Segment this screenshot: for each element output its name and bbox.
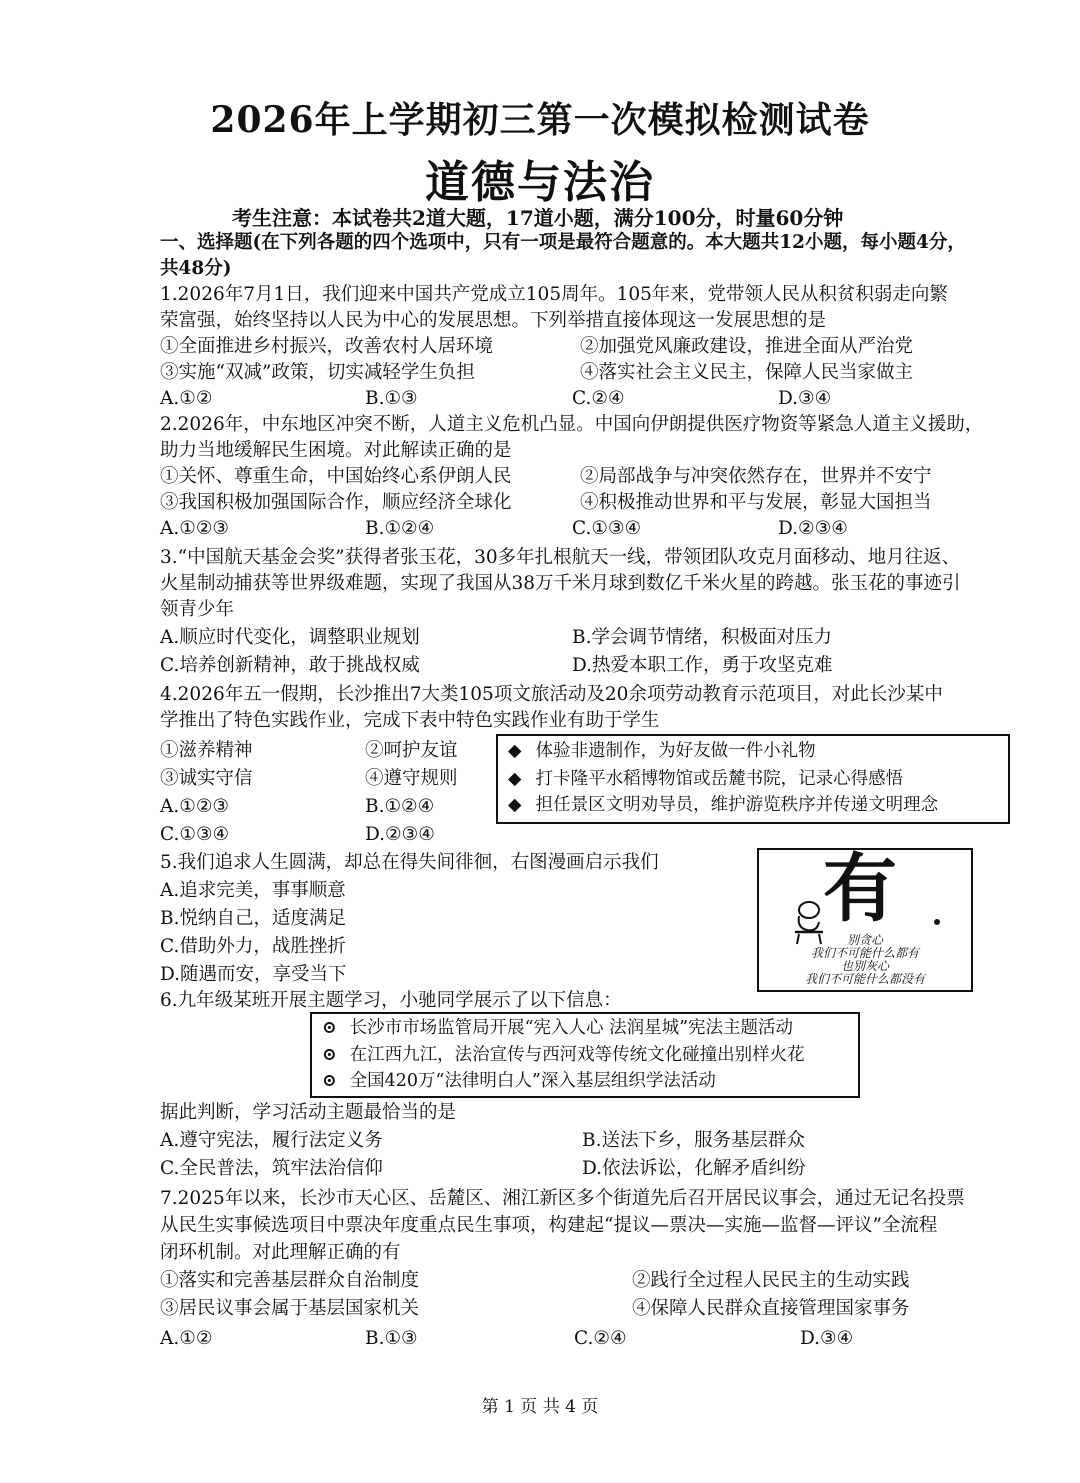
q6-info-text: 长沙市市场监管局开展“宪入人心 法润星城”宪法主题活动 [349,1018,794,1038]
q3-option-c[interactable]: C.培养创新精神，敢于挑战权威 [160,655,420,676]
comic-dot-icon [934,919,940,925]
q1-option-a[interactable]: A.①② [160,388,213,409]
q7-stem: 7.2025年以来，长沙市天心区、岳麓区、湘江新区多个街道先后召开居民议事会，通过无记名投票 [160,1188,965,1209]
q4-practice-table [496,734,1010,824]
q3-stem: 3.“中国航天基金会奖”获得者张玉花，30多年扎根航天一线，带领团队攻克月面移动、地月往返、 [160,547,961,568]
q1-statement-1: ①全面推进乡村振兴，改善农村人居环境 [160,336,494,357]
q4-stem-cont: 学推出了特色实践作业，完成下表中特色实践作业有助于学生 [160,710,660,731]
q4-practice-text: 体验非遗制作，为好友做一件小礼物 [535,741,816,761]
q3-option-a[interactable]: A.顺应时代变化，调整职业规划 [160,627,420,648]
comic-caption-1: 别贪心 [846,933,883,947]
q2-statement-3: ③我国积极加强国际合作，顺应经济全球化 [160,492,512,513]
q7-option-d[interactable]: D.③④ [800,1328,854,1349]
q6-option-a[interactable]: A.遵守宪法，履行法定义务 [160,1130,383,1151]
q4-option-b[interactable]: B.①②④ [365,796,435,817]
q7-option-c[interactable]: C.②④ [574,1328,627,1349]
q6-info-item [322,1015,793,1041]
circled-dot-bullet-icon: ⊙ [322,1045,337,1065]
subject-title: 道德与法治 [425,157,655,208]
q4-statement-2: ②呵护友谊 [365,740,458,761]
q5-option-c[interactable]: C.借助外力，战胜挫折 [160,936,346,957]
q1-option-c[interactable]: C.②④ [572,388,625,409]
q7-stem-cont2: 闭环机制。对此理解正确的有 [160,1242,401,1263]
q1-statement-4: ④落实社会主义民主，保障人民当家做主 [580,362,914,383]
q2-option-b[interactable]: B.①②④ [365,518,435,539]
q5-option-d[interactable]: D.随遇而安，享受当下 [160,964,347,985]
q2-option-c[interactable]: C.①③④ [572,518,642,539]
q4-practice-item [508,766,903,792]
diamond-bullet-icon: ◆ [508,769,522,789]
page-title: 2026年上学期初三第一次模拟检测试卷 [210,99,870,141]
q4-practice-text: 担任景区文明劝导员，维护游览秩序并传递文明理念 [535,795,939,815]
q2-statement-4: ④积极推动世界和平与发展，彰显大国担当 [580,492,932,513]
q1-option-d[interactable]: D.③④ [778,388,832,409]
q7-statement-1: ①落实和完善基层群众自治制度 [160,1270,420,1291]
diamond-bullet-icon: ◆ [508,741,522,761]
q6-info-item [322,1068,716,1094]
q5-option-b[interactable]: B.悦纳自己，适度满足 [160,908,346,929]
q4-stem: 4.2026年五一假期，长沙推出7大类105项文旅活动及20余项劳动教育示范项目，对此长沙某中 [160,684,943,705]
circled-dot-bullet-icon: ⊙ [322,1018,337,1038]
q7-stem-cont: 从民生实事候选项目中票决年度重点民生事项，构建起“提议—票决—实施—监督—评议”全流程 [160,1215,938,1236]
q2-stem: 2.2026年，中东地区冲突不断，人道主义危机凸显。中国向伊朗提供医疗物资等紧急人道主义援助， [160,414,984,435]
q2-stem-cont: 助力当地缓解民生困境。对此解读正确的是 [160,440,512,461]
q2-statement-2: ②局部战争与冲突依然存在，世界并不安宁 [580,466,932,487]
q1-statement-3: ③实施“双减”政策，切实减轻学生负担 [160,362,475,383]
q1-option-b[interactable]: B.①③ [365,388,418,409]
q6-option-c[interactable]: C.全民普法，筑牢法治信仰 [160,1158,383,1179]
q4-option-d[interactable]: D.②③④ [365,824,435,845]
page-footer: 第 1 页 共 4 页 [481,1397,599,1417]
section-heading-cont: 共48分) [160,258,232,279]
exam-notice: 考生注意：本试卷共2道大题，17道小题，满分100分，时量60分钟 [232,206,844,230]
q4-practice-text: 打卡隆平水稻博物馆或岳麓书院，记录心得感悟 [535,769,904,789]
q7-statement-3: ③居民议事会属于基层国家机关 [160,1298,420,1319]
q4-practice-item [508,792,938,818]
q6-stem: 6.九年级某班开展主题学习，小驰同学展示了以下信息： [160,990,622,1011]
q3-stem-cont2: 领青少年 [160,599,235,620]
q4-statement-1: ①滋养精神 [160,740,253,761]
comic-caption-2: 我们不可能什么都有 [810,946,919,960]
q7-option-b[interactable]: B.①③ [365,1328,418,1349]
q1-statement-2: ②加强党风廉政建设，推进全面从严治党 [580,336,914,357]
q1-stem-cont: 荣富强，始终坚持以人民为中心的发展思想。下列举措直接体现这一发展思想的是 [160,310,827,331]
q5-stem: 5.我们追求人生圆满，却总在得失间徘徊，右图漫画启示我们 [160,852,659,873]
q2-statement-1: ①关怀、尊重生命，中国始终心系伊朗人民 [160,466,512,487]
section-heading: 一、选择题(在下列各题的四个选项中，只有一项是最符合题意的。本大题共12小题，每小题4分， [160,232,966,253]
q6-question: 据此判断，学习活动主题最恰当的是 [160,1102,457,1123]
q3-stem-cont: 火星制动捕获等世界级难题，实现了我国从38万千米月球到数亿千米火星的跨越。张玉花的事迹引 [160,573,961,594]
q4-practice-item [508,738,816,764]
q4-option-a[interactable]: A.①②③ [160,796,229,817]
q6-info-text: 在江西九江，法治宣传与西河戏等传统文化碰撞出别样火花 [349,1045,805,1065]
q7-option-a[interactable]: A.①② [160,1328,213,1349]
q6-info-text: 全国420万“法律明白人”深入基层组织学法活动 [349,1071,716,1091]
q3-option-b[interactable]: B.学会调节情绪，积极面对压力 [572,627,832,648]
q3-option-d[interactable]: D.热爱本职工作，勇于攻坚克难 [572,655,833,676]
q6-option-b[interactable]: B.送法下乡，服务基层群众 [582,1130,805,1151]
q1-stem: 1.2026年7月1日，我们迎来中国共产党成立105周年。105年来，党带领人民从积贫积弱走向繁 [160,284,948,305]
q5-option-a[interactable]: A.追求完美，事事顺意 [160,880,346,901]
q7-statement-2: ②践行全过程人民民主的生动实践 [632,1270,910,1291]
q6-info-item [322,1042,805,1068]
q4-statement-4: ④遵守规则 [365,768,458,789]
comic-big-character: 有 [823,848,897,932]
q2-option-d[interactable]: D.②③④ [778,518,848,539]
diamond-bullet-icon: ◆ [508,795,522,815]
q6-option-d[interactable]: D.依法诉讼，化解矛盾纠纷 [582,1158,806,1179]
comic-caption-4: 我们不可能什么都没有 [804,972,925,986]
comic-caption-3: 也别灰心 [840,959,889,973]
q2-option-a[interactable]: A.①②③ [160,518,229,539]
q4-option-c[interactable]: C.①③④ [160,824,230,845]
q5-comic [757,848,973,992]
q7-statement-4: ④保障人民群众直接管理国家事务 [632,1298,910,1319]
q6-info-box [310,1012,860,1098]
circled-dot-bullet-icon: ⊙ [322,1071,337,1091]
q4-statement-3: ③诚实守信 [160,768,253,789]
